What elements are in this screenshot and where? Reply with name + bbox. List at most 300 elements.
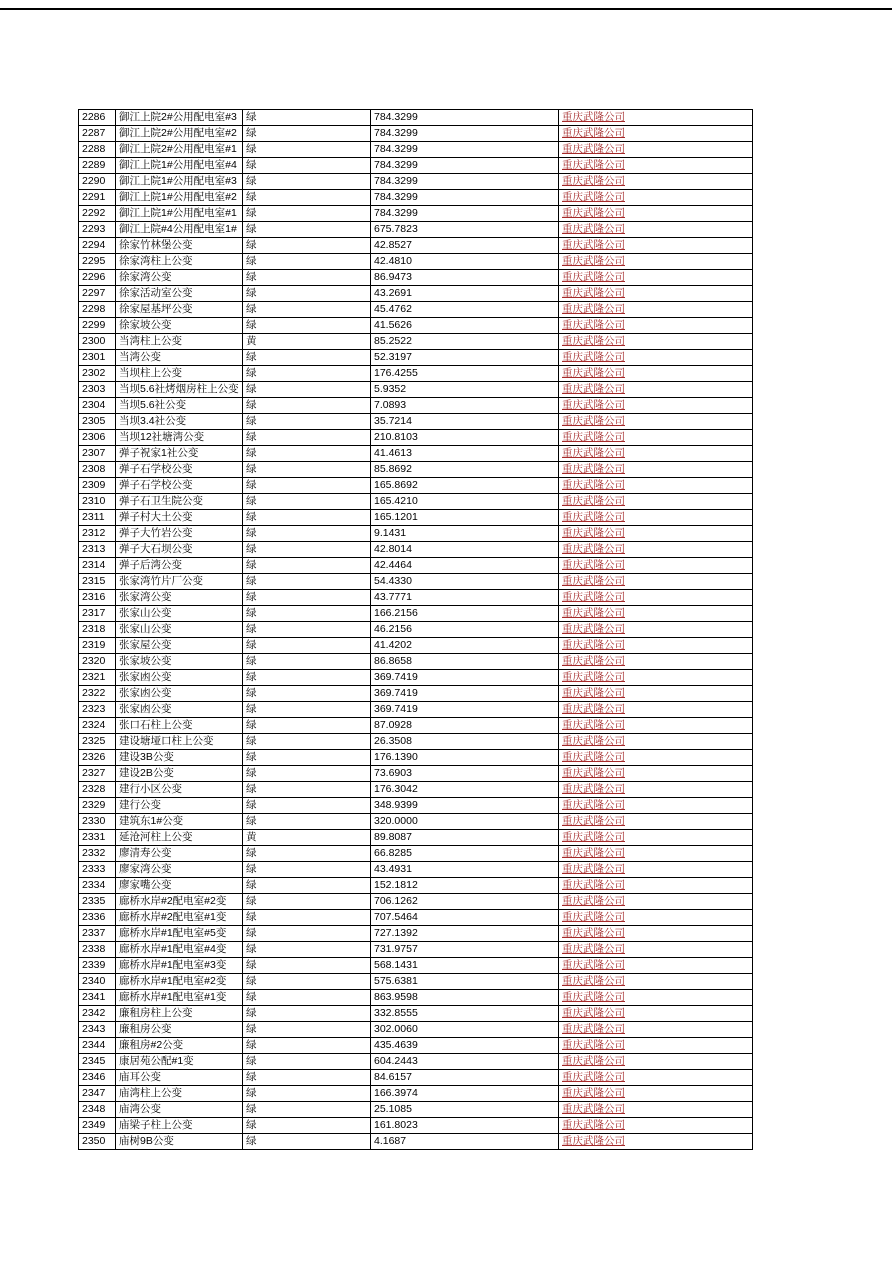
cell-id: 2313 (79, 542, 116, 558)
company-link[interactable]: 重庆武隆公司 (562, 431, 625, 443)
cell-company (559, 622, 753, 638)
cell-company (559, 158, 753, 174)
cell-value: 35.7214 (371, 414, 559, 430)
company-link[interactable]: 重庆武隆公司 (562, 591, 625, 603)
table-row (79, 1102, 753, 1118)
company-link[interactable]: 重庆武隆公司 (562, 687, 625, 699)
cell-status: 绿 (243, 110, 371, 126)
table-row (79, 750, 753, 766)
cell-id: 2320 (79, 654, 116, 670)
company-link[interactable]: 重庆武隆公司 (562, 271, 625, 283)
cell-company (559, 766, 753, 782)
table-row (79, 478, 753, 494)
cell-company (559, 1006, 753, 1022)
cell-status: 绿 (243, 1134, 371, 1150)
cell-status: 绿 (243, 350, 371, 366)
top-rule (0, 8, 892, 10)
cell-id: 2342 (79, 1006, 116, 1022)
cell-value: 784.3299 (371, 174, 559, 190)
cell-status: 绿 (243, 270, 371, 286)
cell-status: 绿 (243, 782, 371, 798)
cell-id: 2318 (79, 622, 116, 638)
cell-value: 41.4613 (371, 446, 559, 462)
company-link[interactable]: 重庆武隆公司 (562, 1103, 625, 1115)
cell-name: 当坝柱上公变 (116, 366, 243, 382)
cell-company (559, 942, 753, 958)
cell-name: 庙湾公变 (116, 1102, 243, 1118)
cell-id: 2288 (79, 142, 116, 158)
table-row (79, 254, 753, 270)
cell-name: 廉租房公变 (116, 1022, 243, 1038)
cell-id: 2304 (79, 398, 116, 414)
cell-status: 绿 (243, 542, 371, 558)
table-row (79, 110, 753, 126)
cell-id: 2332 (79, 846, 116, 862)
cell-status: 绿 (243, 1118, 371, 1134)
company-link[interactable]: 重庆武隆公司 (562, 671, 625, 683)
company-link[interactable]: 重庆武隆公司 (562, 815, 625, 827)
cell-status: 绿 (243, 398, 371, 414)
cell-company (559, 702, 753, 718)
cell-company (559, 1102, 753, 1118)
cell-company (559, 1054, 753, 1070)
cell-status: 绿 (243, 286, 371, 302)
cell-id: 2299 (79, 318, 116, 334)
company-link[interactable]: 重庆武隆公司 (562, 1055, 625, 1067)
company-link[interactable]: 重庆武隆公司 (562, 511, 625, 523)
table-row (79, 238, 753, 254)
cell-company (559, 798, 753, 814)
cell-name: 廖家嘴公变 (116, 878, 243, 894)
cell-id: 2315 (79, 574, 116, 590)
cell-value: 42.4810 (371, 254, 559, 270)
cell-company (559, 606, 753, 622)
company-link[interactable]: 重庆武隆公司 (562, 991, 625, 1003)
cell-status: 绿 (243, 414, 371, 430)
table-row (79, 350, 753, 366)
table-row (79, 814, 753, 830)
cell-id: 2334 (79, 878, 116, 894)
table-row (79, 206, 753, 222)
company-link[interactable]: 重庆武隆公司 (562, 703, 625, 715)
cell-status: 绿 (243, 766, 371, 782)
cell-company (559, 558, 753, 574)
table-row (79, 910, 753, 926)
cell-name: 当坝12社塘湾公变 (116, 430, 243, 446)
company-link[interactable]: 重庆武隆公司 (562, 463, 625, 475)
cell-id: 2350 (79, 1134, 116, 1150)
company-link[interactable]: 重庆武隆公司 (562, 415, 625, 427)
company-link[interactable]: 重庆武隆公司 (562, 879, 625, 891)
cell-name: 张家山公变 (116, 606, 243, 622)
cell-value: 165.4210 (371, 494, 559, 510)
cell-value: 54.4330 (371, 574, 559, 590)
cell-status: 绿 (243, 1038, 371, 1054)
cell-name: 御江上院2#公用配电室#2 (116, 126, 243, 142)
table-row (79, 366, 753, 382)
cell-status: 绿 (243, 894, 371, 910)
table-row (79, 430, 753, 446)
company-link[interactable]: 重庆武隆公司 (562, 399, 625, 411)
cell-id: 2347 (79, 1086, 116, 1102)
table-row (79, 542, 753, 558)
cell-status: 绿 (243, 926, 371, 942)
cell-status: 黄 (243, 830, 371, 846)
cell-name: 当湾公变 (116, 350, 243, 366)
cell-id: 2294 (79, 238, 116, 254)
cell-status: 绿 (243, 990, 371, 1006)
cell-value: 25.1085 (371, 1102, 559, 1118)
company-link[interactable]: 重庆武隆公司 (562, 1087, 625, 1099)
cell-company (559, 286, 753, 302)
company-link[interactable]: 重庆武隆公司 (562, 383, 625, 395)
cell-name: 弹子石卫生院公变 (116, 494, 243, 510)
data-table (78, 109, 753, 1150)
company-link[interactable]: 重庆武隆公司 (562, 911, 625, 923)
cell-status: 绿 (243, 206, 371, 222)
cell-status: 绿 (243, 366, 371, 382)
company-link[interactable]: 重庆武隆公司 (562, 895, 625, 907)
table-row (79, 126, 753, 142)
cell-status: 绿 (243, 686, 371, 702)
cell-value: 176.3042 (371, 782, 559, 798)
table-row (79, 622, 753, 638)
company-link[interactable]: 重庆武隆公司 (562, 1023, 625, 1035)
cell-value: 302.0060 (371, 1022, 559, 1038)
cell-id: 2348 (79, 1102, 116, 1118)
cell-value: 727.1392 (371, 926, 559, 942)
cell-name: 建行小区公变 (116, 782, 243, 798)
cell-status: 绿 (243, 814, 371, 830)
company-link[interactable]: 重庆武隆公司 (562, 207, 625, 219)
cell-company (559, 350, 753, 366)
cell-value: 731.9757 (371, 942, 559, 958)
company-link[interactable]: 重庆武隆公司 (562, 799, 625, 811)
company-link[interactable]: 重庆武隆公司 (562, 863, 625, 875)
cell-id: 2345 (79, 1054, 116, 1070)
cell-company (559, 734, 753, 750)
cell-name: 弹子村大土公变 (116, 510, 243, 526)
cell-company (559, 718, 753, 734)
cell-company (559, 382, 753, 398)
cell-status: 绿 (243, 510, 371, 526)
cell-name: 建设3B公变 (116, 750, 243, 766)
table-row (79, 494, 753, 510)
cell-value: 165.1201 (371, 510, 559, 526)
table-row (79, 1006, 753, 1022)
cell-id: 2292 (79, 206, 116, 222)
cell-company (559, 190, 753, 206)
company-link[interactable]: 重庆武隆公司 (562, 719, 625, 731)
cell-id: 2293 (79, 222, 116, 238)
company-link[interactable]: 重庆武隆公司 (562, 543, 625, 555)
cell-company (559, 126, 753, 142)
cell-id: 2337 (79, 926, 116, 942)
table-row (79, 558, 753, 574)
company-link[interactable]: 重庆武隆公司 (562, 1007, 625, 1019)
company-link[interactable]: 重庆武隆公司 (562, 159, 625, 171)
company-link[interactable]: 重庆武隆公司 (562, 175, 625, 187)
table-row (79, 446, 753, 462)
cell-name: 张家湾竹片厂公变 (116, 574, 243, 590)
cell-name: 廊桥水岸#1配电室#2变 (116, 974, 243, 990)
cell-status: 绿 (243, 910, 371, 926)
cell-company (559, 206, 753, 222)
cell-status: 绿 (243, 638, 371, 654)
cell-id: 2338 (79, 942, 116, 958)
cell-name: 建行公变 (116, 798, 243, 814)
cell-id: 2326 (79, 750, 116, 766)
cell-name: 徐家坡公变 (116, 318, 243, 334)
cell-value: 784.3299 (371, 190, 559, 206)
cell-id: 2302 (79, 366, 116, 382)
company-link[interactable]: 重庆武隆公司 (562, 655, 625, 667)
cell-name: 弹子祝家1社公变 (116, 446, 243, 462)
company-link[interactable]: 重庆武隆公司 (562, 495, 625, 507)
cell-company (559, 542, 753, 558)
cell-id: 2289 (79, 158, 116, 174)
cell-company (559, 270, 753, 286)
company-link[interactable]: 重庆武隆公司 (562, 831, 625, 843)
cell-value: 784.3299 (371, 206, 559, 222)
cell-value: 41.4202 (371, 638, 559, 654)
company-link[interactable]: 重庆武隆公司 (562, 447, 625, 459)
cell-value: 43.2691 (371, 286, 559, 302)
cell-name: 廊桥水岸#1配电室#4变 (116, 942, 243, 958)
cell-id: 2310 (79, 494, 116, 510)
cell-name: 廊桥水岸#1配电室#5变 (116, 926, 243, 942)
company-link[interactable]: 重庆武隆公司 (562, 751, 625, 763)
company-link[interactable]: 重庆武隆公司 (562, 783, 625, 795)
table-row (79, 670, 753, 686)
cell-company (559, 1038, 753, 1054)
cell-company (559, 478, 753, 494)
table-row (79, 798, 753, 814)
cell-status: 绿 (243, 942, 371, 958)
cell-id: 2323 (79, 702, 116, 718)
cell-id: 2298 (79, 302, 116, 318)
cell-value: 26.3508 (371, 734, 559, 750)
cell-value: 86.8658 (371, 654, 559, 670)
cell-company (559, 782, 753, 798)
cell-id: 2333 (79, 862, 116, 878)
company-link[interactable]: 重庆武隆公司 (562, 335, 625, 347)
cell-status: 绿 (243, 126, 371, 142)
cell-value: 86.9473 (371, 270, 559, 286)
cell-id: 2335 (79, 894, 116, 910)
cell-company (559, 910, 753, 926)
table-row (79, 894, 753, 910)
cell-name: 廉租房#2公变 (116, 1038, 243, 1054)
cell-status: 绿 (243, 190, 371, 206)
table-row (79, 718, 753, 734)
cell-status: 绿 (243, 558, 371, 574)
cell-id: 2331 (79, 830, 116, 846)
cell-company (559, 990, 753, 1006)
cell-value: 604.2443 (371, 1054, 559, 1070)
table-row (79, 574, 753, 590)
cell-name: 张家屋公变 (116, 638, 243, 654)
table-row (79, 942, 753, 958)
company-link[interactable]: 重庆武隆公司 (562, 1119, 625, 1131)
cell-name: 徐家湾柱上公变 (116, 254, 243, 270)
cell-status: 绿 (243, 478, 371, 494)
cell-id: 2311 (79, 510, 116, 526)
company-link[interactable]: 重庆武隆公司 (562, 735, 625, 747)
cell-id: 2325 (79, 734, 116, 750)
cell-name: 庙梁子柱上公变 (116, 1118, 243, 1134)
table-row (79, 510, 753, 526)
company-link[interactable]: 重庆武隆公司 (562, 575, 625, 587)
table-row (79, 190, 753, 206)
cell-value: 369.7419 (371, 702, 559, 718)
cell-status: 黄 (243, 334, 371, 350)
cell-value: 73.6903 (371, 766, 559, 782)
company-link[interactable]: 重庆武隆公司 (562, 559, 625, 571)
cell-company (559, 302, 753, 318)
cell-value: 176.4255 (371, 366, 559, 382)
cell-company (559, 446, 753, 462)
company-link[interactable]: 重庆武隆公司 (562, 1135, 625, 1147)
company-link[interactable]: 重庆武隆公司 (562, 191, 625, 203)
cell-value: 435.4639 (371, 1038, 559, 1054)
cell-status: 绿 (243, 526, 371, 542)
company-link[interactable]: 重庆武隆公司 (562, 127, 625, 139)
table-row (79, 1134, 753, 1150)
cell-value: 42.8527 (371, 238, 559, 254)
company-link[interactable]: 重庆武隆公司 (562, 623, 625, 635)
cell-value: 369.7419 (371, 670, 559, 686)
cell-status: 绿 (243, 174, 371, 190)
company-link[interactable]: 重庆武隆公司 (562, 367, 625, 379)
company-link[interactable]: 重庆武隆公司 (562, 607, 625, 619)
cell-name: 御江上院2#公用配电室#1 (116, 142, 243, 158)
cell-id: 2346 (79, 1070, 116, 1086)
cell-name: 张家凼公变 (116, 670, 243, 686)
company-link[interactable]: 重庆武隆公司 (562, 959, 625, 971)
company-link[interactable]: 重庆武隆公司 (562, 847, 625, 859)
table-row (79, 270, 753, 286)
cell-name: 庙耳公变 (116, 1070, 243, 1086)
company-link[interactable]: 重庆武隆公司 (562, 143, 625, 155)
table-row (79, 286, 753, 302)
cell-id: 2305 (79, 414, 116, 430)
company-link[interactable]: 重庆武隆公司 (562, 639, 625, 651)
cell-company (559, 1022, 753, 1038)
table-row (79, 878, 753, 894)
cell-value: 165.8692 (371, 478, 559, 494)
company-link[interactable]: 重庆武隆公司 (562, 223, 625, 235)
cell-company (559, 462, 753, 478)
company-link[interactable]: 重庆武隆公司 (562, 767, 625, 779)
company-link[interactable]: 重庆武隆公司 (562, 527, 625, 539)
table-row (79, 830, 753, 846)
cell-id: 2336 (79, 910, 116, 926)
company-link[interactable]: 重庆武隆公司 (562, 351, 625, 363)
company-link[interactable]: 重庆武隆公司 (562, 239, 625, 251)
cell-company (559, 430, 753, 446)
cell-name: 张家坡公变 (116, 654, 243, 670)
cell-company (559, 238, 753, 254)
cell-company (559, 494, 753, 510)
cell-status: 绿 (243, 1022, 371, 1038)
company-link[interactable]: 重庆武隆公司 (562, 975, 625, 987)
cell-company (559, 222, 753, 238)
cell-company (559, 974, 753, 990)
company-link[interactable]: 重庆武隆公司 (562, 287, 625, 299)
cell-id: 2324 (79, 718, 116, 734)
cell-status: 绿 (243, 1006, 371, 1022)
cell-name: 张家凼公变 (116, 686, 243, 702)
cell-company (559, 510, 753, 526)
cell-name: 徐家屋基坪公变 (116, 302, 243, 318)
cell-status: 绿 (243, 318, 371, 334)
company-link[interactable]: 重庆武隆公司 (562, 319, 625, 331)
cell-name: 弹子后湾公变 (116, 558, 243, 574)
company-link[interactable]: 重庆武隆公司 (562, 1071, 625, 1083)
cell-value: 161.8023 (371, 1118, 559, 1134)
cell-value: 166.2156 (371, 606, 559, 622)
cell-value: 5.9352 (371, 382, 559, 398)
table-row (79, 734, 753, 750)
cell-name: 延沧河柱上公变 (116, 830, 243, 846)
table-row (79, 414, 753, 430)
table-row (79, 334, 753, 350)
cell-id: 2308 (79, 462, 116, 478)
table-row (79, 222, 753, 238)
table-row (79, 1118, 753, 1134)
cell-id: 2307 (79, 446, 116, 462)
company-link[interactable]: 重庆武隆公司 (562, 255, 625, 267)
cell-value: 369.7419 (371, 686, 559, 702)
cell-value: 4.1687 (371, 1134, 559, 1150)
cell-name: 弹子大竹岩公变 (116, 526, 243, 542)
company-link[interactable]: 重庆武隆公司 (562, 1039, 625, 1051)
table-container (78, 109, 753, 1150)
company-link[interactable]: 重庆武隆公司 (562, 479, 625, 491)
cell-value: 784.3299 (371, 158, 559, 174)
company-link[interactable]: 重庆武隆公司 (562, 927, 625, 939)
company-link[interactable]: 重庆武隆公司 (562, 943, 625, 955)
cell-id: 2301 (79, 350, 116, 366)
cell-value: 706.1262 (371, 894, 559, 910)
cell-company (559, 398, 753, 414)
cell-id: 2291 (79, 190, 116, 206)
cell-status: 绿 (243, 238, 371, 254)
cell-name: 张口石柱上公变 (116, 718, 243, 734)
cell-status: 绿 (243, 958, 371, 974)
cell-name: 廖清寿公变 (116, 846, 243, 862)
cell-value: 52.3197 (371, 350, 559, 366)
cell-name: 廊桥水岸#2配电室#1变 (116, 910, 243, 926)
cell-status: 绿 (243, 590, 371, 606)
cell-name: 张家山公变 (116, 622, 243, 638)
cell-company (559, 174, 753, 190)
cell-value: 66.8285 (371, 846, 559, 862)
cell-id: 2349 (79, 1118, 116, 1134)
table-row (79, 766, 753, 782)
cell-status: 绿 (243, 1102, 371, 1118)
cell-value: 575.6381 (371, 974, 559, 990)
cell-name: 廖家湾公变 (116, 862, 243, 878)
table-row (79, 862, 753, 878)
company-link[interactable]: 重庆武隆公司 (562, 111, 625, 123)
company-link[interactable]: 重庆武隆公司 (562, 303, 625, 315)
cell-status: 绿 (243, 846, 371, 862)
cell-id: 2290 (79, 174, 116, 190)
cell-value: 863.9598 (371, 990, 559, 1006)
cell-id: 2327 (79, 766, 116, 782)
